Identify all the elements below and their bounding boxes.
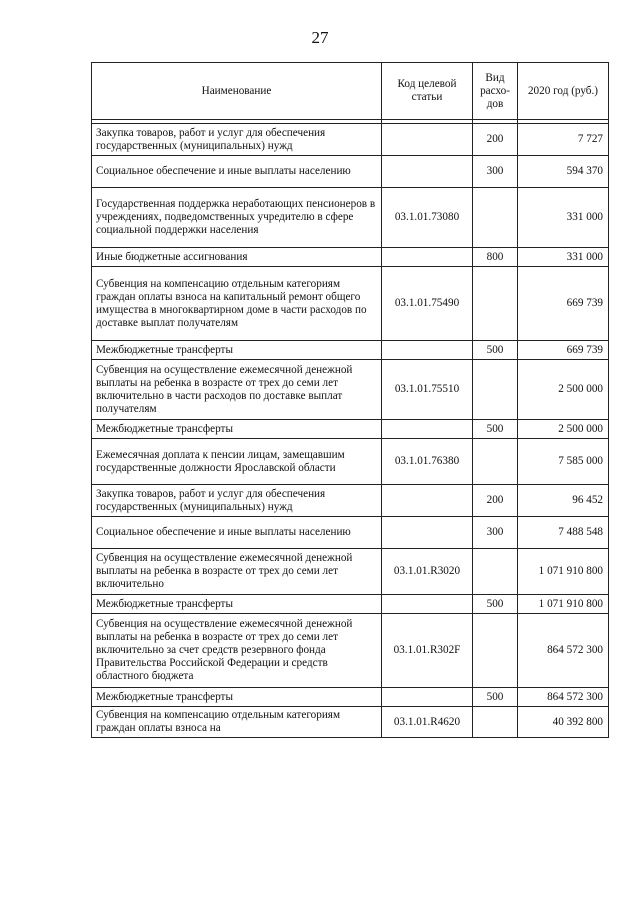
row-name-cell: Социальное обеспечение и иные выплаты населению — [92, 156, 382, 188]
row-name-cell: Межбюджетные трансферты — [92, 688, 382, 707]
row-amount-cell: 1 071 910 800 — [518, 549, 609, 595]
row-code-cell — [382, 517, 473, 549]
row-type-cell: 200 — [473, 485, 518, 517]
row-name-cell: Субвенция на осуществление ежемесячной денежной выплаты на ребенка в возрасте от трех до семи лет включительно — [92, 549, 382, 595]
table-row — [92, 439, 609, 485]
table-row — [92, 248, 609, 267]
table-row — [92, 485, 609, 517]
row-type-cell — [473, 707, 518, 738]
row-amount-cell: 331 000 — [518, 188, 609, 248]
row-code-cell: 03.1.01.R3020 — [382, 549, 473, 595]
row-name-cell: Субвенция на осуществление ежемесячной денежной выплаты на ребенка в возрасте от трех до семи лет включительно за счет средств резервного фонда Правительства Российской Федерации и средств областного бюджета — [92, 614, 382, 688]
row-type-cell: 300 — [473, 517, 518, 549]
row-name-cell: Закупка товаров, работ и услуг для обеспечения государственных (муниципальных) нужд — [92, 124, 382, 156]
budget-table — [91, 62, 609, 738]
header-type: Вид расхо-дов — [473, 63, 518, 120]
row-name-cell: Иные бюджетные ассигнования — [92, 248, 382, 267]
table-row — [92, 595, 609, 614]
page-number: 27 — [311, 28, 329, 47]
table-row — [92, 517, 609, 549]
table-row — [92, 267, 609, 341]
row-code-cell — [382, 595, 473, 614]
row-code-cell: 03.1.01.R302F — [382, 614, 473, 688]
row-type-cell: 500 — [473, 688, 518, 707]
row-name-cell: Закупка товаров, работ и услуг для обеспечения государственных (муниципальных) нужд — [92, 485, 382, 517]
row-amount-cell: 2 500 000 — [518, 360, 609, 420]
row-type-cell — [473, 549, 518, 595]
row-name-cell: Межбюджетные трансферты — [92, 341, 382, 360]
row-code-cell — [382, 248, 473, 267]
row-code-cell — [382, 420, 473, 439]
row-name-cell: Государственная поддержка неработающих пенсионеров в учреждениях, подведомственных учредителю в сфере социальной поддержки населения — [92, 188, 382, 248]
row-type-cell — [473, 267, 518, 341]
row-amount-cell: 7 727 — [518, 124, 609, 156]
row-type-cell: 500 — [473, 420, 518, 439]
row-code-cell — [382, 124, 473, 156]
row-code-cell — [382, 341, 473, 360]
row-code-cell — [382, 156, 473, 188]
row-type-cell: 500 — [473, 595, 518, 614]
header-amount: 2020 год (руб.) — [518, 63, 609, 120]
table-row — [92, 707, 609, 738]
row-type-cell: 500 — [473, 341, 518, 360]
row-type-cell — [473, 614, 518, 688]
table-body — [92, 124, 609, 738]
table-row — [92, 549, 609, 595]
row-code-cell: 03.1.01.R4620 — [382, 707, 473, 738]
table-row — [92, 341, 609, 360]
row-type-cell: 300 — [473, 156, 518, 188]
table-row — [92, 688, 609, 707]
row-name-cell: Межбюджетные трансферты — [92, 420, 382, 439]
row-type-cell: 800 — [473, 248, 518, 267]
row-name-cell: Ежемесячная доплата к пенсии лицам, замещавшим государственные должности Ярославской области — [92, 439, 382, 485]
row-amount-cell: 96 452 — [518, 485, 609, 517]
table-row — [92, 360, 609, 420]
row-code-cell — [382, 485, 473, 517]
row-amount-cell: 2 500 000 — [518, 420, 609, 439]
table-header-row — [92, 63, 609, 120]
row-type-cell: 200 — [473, 124, 518, 156]
table-row — [92, 124, 609, 156]
header-name: Наименование — [92, 63, 382, 120]
row-amount-cell: 594 370 — [518, 156, 609, 188]
row-amount-cell: 7 488 548 — [518, 517, 609, 549]
table-row — [92, 614, 609, 688]
row-code-cell: 03.1.01.73080 — [382, 188, 473, 248]
row-amount-cell: 40 392 800 — [518, 707, 609, 738]
row-amount-cell: 669 739 — [518, 267, 609, 341]
table-row — [92, 420, 609, 439]
row-name-cell: Субвенция на компенсацию отдельным категориям граждан оплаты взноса на — [92, 707, 382, 738]
header-code: Код целевой статьи — [382, 63, 473, 120]
row-amount-cell: 7 585 000 — [518, 439, 609, 485]
row-code-cell: 03.1.01.75490 — [382, 267, 473, 341]
row-amount-cell: 1 071 910 800 — [518, 595, 609, 614]
row-type-cell — [473, 439, 518, 485]
row-name-cell: Межбюджетные трансферты — [92, 595, 382, 614]
row-name-cell: Субвенция на осуществление ежемесячной денежной выплаты на ребенка в возрасте от трех до семи лет включительно в части расходов по доставке выплат получателям — [92, 360, 382, 420]
row-name-cell: Социальное обеспечение и иные выплаты населению — [92, 517, 382, 549]
row-code-cell: 03.1.01.75510 — [382, 360, 473, 420]
row-type-cell — [473, 360, 518, 420]
row-name-cell: Субвенция на компенсацию отдельным категориям граждан оплаты взноса на капитальный ремонт общего имущества в многоквартирном доме в части расходов по доставке выплат получателям — [92, 267, 382, 341]
row-code-cell: 03.1.01.76380 — [382, 439, 473, 485]
table-row — [92, 188, 609, 248]
row-amount-cell: 864 572 300 — [518, 688, 609, 707]
row-code-cell — [382, 688, 473, 707]
row-amount-cell: 331 000 — [518, 248, 609, 267]
row-type-cell — [473, 188, 518, 248]
row-amount-cell: 669 739 — [518, 341, 609, 360]
row-amount-cell: 864 572 300 — [518, 614, 609, 688]
table-row — [92, 156, 609, 188]
